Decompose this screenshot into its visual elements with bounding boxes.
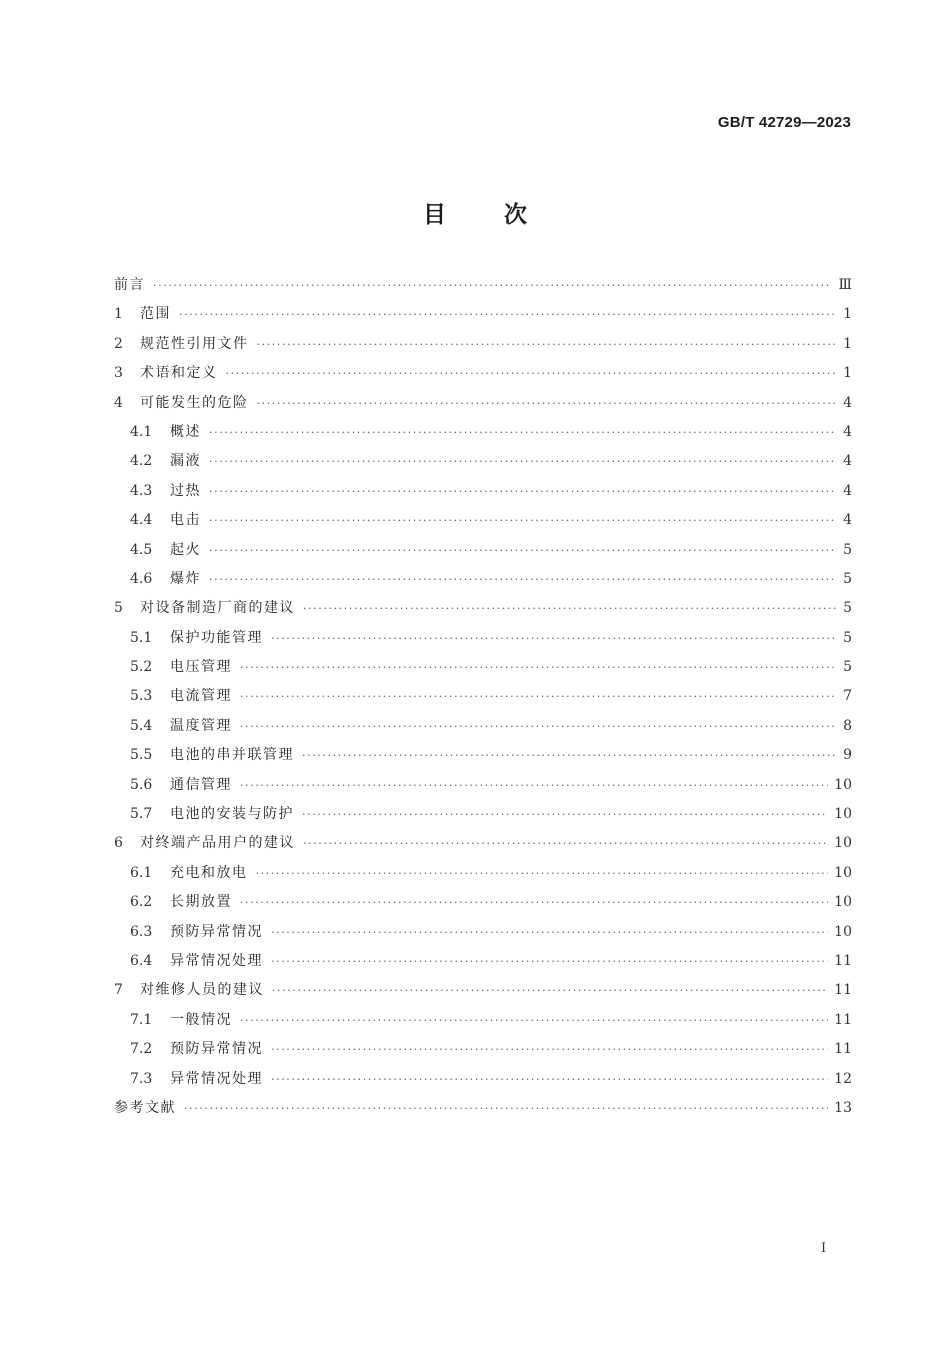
toc-dot-leader bbox=[257, 389, 837, 418]
toc-entry-page: 11 bbox=[834, 982, 852, 999]
toc-entry-label: 异常情况处理 bbox=[170, 952, 263, 969]
toc-entry-number: 6.2 bbox=[130, 894, 153, 911]
toc-dot-leader bbox=[209, 418, 836, 447]
toc-entry-label: 预防异常情况 bbox=[170, 923, 263, 940]
toc-entry[interactable] bbox=[114, 653, 852, 682]
toc-dot-leader bbox=[240, 888, 828, 917]
toc-entry-label: 参考文献 bbox=[114, 1099, 176, 1116]
toc-entry[interactable] bbox=[114, 976, 852, 1005]
toc-entry-number: 7.3 bbox=[130, 1070, 153, 1087]
toc-entry-page: 4 bbox=[843, 394, 852, 411]
toc-dot-leader bbox=[184, 1094, 828, 1123]
toc-entry-page: 5 bbox=[843, 600, 852, 617]
toc-dot-leader bbox=[240, 682, 836, 711]
toc-entry[interactable] bbox=[114, 712, 852, 741]
toc-entry-label: 电池的安装与防护 bbox=[170, 806, 294, 823]
toc-entry[interactable] bbox=[114, 918, 852, 947]
toc-dot-leader bbox=[240, 1006, 828, 1035]
toc-dot-leader bbox=[209, 506, 836, 535]
toc-entry-page: 11 bbox=[834, 1041, 852, 1058]
toc-entry[interactable] bbox=[114, 682, 852, 711]
toc-entry-label: 温度管理 bbox=[170, 717, 232, 734]
toc-entry-number: 5.7 bbox=[130, 806, 153, 823]
toc-entry-number: 5.4 bbox=[130, 717, 153, 734]
toc-entry[interactable] bbox=[114, 506, 852, 535]
toc-entry-label: 电池的串并联管理 bbox=[170, 747, 294, 764]
toc-entry[interactable] bbox=[114, 859, 852, 888]
toc-entry-page: 4 bbox=[843, 482, 852, 499]
toc-entry-page: 10 bbox=[834, 776, 852, 793]
toc-entry-label: 过热 bbox=[170, 482, 201, 499]
toc-entry-label: 充电和放电 bbox=[170, 864, 248, 881]
toc-entry-label: 长期放置 bbox=[170, 894, 232, 911]
toc-entry-page: 10 bbox=[834, 806, 852, 823]
toc-entry-page: 4 bbox=[843, 423, 852, 440]
toc-entry[interactable] bbox=[114, 594, 852, 623]
toc-entry-page: 11 bbox=[834, 952, 852, 969]
toc-entry[interactable] bbox=[114, 565, 852, 594]
toc-dot-leader bbox=[303, 829, 828, 858]
toc-entry[interactable] bbox=[114, 447, 852, 476]
toc-entry-page: 5 bbox=[843, 659, 852, 676]
toc-dot-leader bbox=[271, 1065, 828, 1094]
toc-entry-number: 5.6 bbox=[130, 776, 153, 793]
toc-entry-number: 6.3 bbox=[130, 923, 153, 940]
toc-entry-label: 通信管理 bbox=[170, 776, 232, 793]
toc-entry-page: 4 bbox=[843, 453, 852, 470]
toc-entry-label: 可能发生的危险 bbox=[140, 394, 249, 411]
toc-entry-page: 12 bbox=[834, 1070, 852, 1087]
toc-entry[interactable] bbox=[114, 477, 852, 506]
toc-dot-leader bbox=[179, 300, 836, 329]
toc-entry[interactable] bbox=[114, 741, 852, 770]
toc-entry-number: 1 bbox=[114, 306, 123, 323]
page-number: Ⅰ bbox=[821, 1241, 827, 1256]
toc-dot-leader bbox=[302, 800, 828, 829]
toc-entry[interactable] bbox=[114, 1035, 852, 1064]
toc-entry[interactable] bbox=[114, 359, 852, 388]
toc-dot-leader bbox=[209, 536, 836, 565]
toc-entry-number: 7 bbox=[114, 982, 123, 999]
toc-entry-number: 7.1 bbox=[130, 1011, 153, 1028]
toc-entry-number: 6.1 bbox=[130, 864, 153, 881]
toc-entry-number: 4.6 bbox=[130, 570, 153, 587]
toc-entry-label: 起火 bbox=[170, 541, 201, 558]
toc-entry-label: 电击 bbox=[170, 512, 201, 529]
toc-entry-page: 7 bbox=[843, 688, 852, 705]
toc-entry[interactable] bbox=[114, 1094, 852, 1123]
toc-dot-leader bbox=[209, 565, 836, 594]
toc-entry-page: 4 bbox=[843, 512, 852, 529]
toc-dot-leader bbox=[271, 947, 828, 976]
toc-dot-leader bbox=[302, 741, 836, 770]
toc-entry[interactable] bbox=[114, 1065, 852, 1094]
toc-dot-leader bbox=[303, 594, 836, 623]
toc-entry-label: 电压管理 bbox=[170, 659, 232, 676]
toc-entry-number: 4.3 bbox=[130, 482, 153, 499]
toc-entry-label: 概述 bbox=[170, 423, 201, 440]
toc-entry-page: 10 bbox=[834, 894, 852, 911]
toc-entry-page: 9 bbox=[843, 747, 852, 764]
toc-dot-leader bbox=[257, 330, 837, 359]
toc-entry[interactable] bbox=[114, 389, 852, 418]
toc-entry[interactable] bbox=[114, 624, 852, 653]
toc-dot-leader bbox=[271, 624, 836, 653]
toc-entry-page: 10 bbox=[834, 864, 852, 881]
standard-code: GB/T 42729—2023 bbox=[717, 114, 851, 131]
toc-dot-leader bbox=[256, 859, 829, 888]
toc-entry-label: 规范性引用文件 bbox=[140, 335, 249, 352]
toc-dot-leader bbox=[153, 271, 832, 300]
toc-entry-page: 5 bbox=[843, 541, 852, 558]
toc-entry-label: 一般情况 bbox=[170, 1011, 232, 1028]
toc-dot-leader bbox=[226, 359, 837, 388]
toc-entry[interactable] bbox=[114, 771, 852, 800]
toc-entry-number: 5 bbox=[114, 600, 123, 617]
toc-entry-page: 10 bbox=[834, 835, 852, 852]
toc-entry-label: 前言 bbox=[114, 277, 145, 293]
toc-entry-number: 2 bbox=[114, 335, 123, 352]
toc-entry-number: 5.2 bbox=[130, 659, 153, 676]
toc-entry-label: 对设备制造厂商的建议 bbox=[140, 600, 295, 617]
toc-entry[interactable] bbox=[114, 271, 852, 300]
toc-dot-leader bbox=[271, 1035, 828, 1064]
toc-dot-leader bbox=[240, 712, 836, 741]
toc-entry[interactable] bbox=[114, 300, 852, 329]
toc-entry-number: 4 bbox=[114, 394, 123, 411]
toc-entry-number: 6.4 bbox=[130, 952, 153, 969]
toc-entry-page: 1 bbox=[843, 306, 852, 323]
toc-entry-number: 5.5 bbox=[130, 747, 153, 764]
table-of-contents bbox=[114, 271, 852, 1123]
toc-entry-label: 漏液 bbox=[170, 453, 201, 470]
toc-entry-number: 7.2 bbox=[130, 1041, 153, 1058]
toc-entry[interactable] bbox=[114, 1006, 852, 1035]
toc-entry[interactable] bbox=[114, 888, 852, 917]
toc-entry-page: 8 bbox=[843, 717, 852, 734]
toc-entry-label: 对终端产品用户的建议 bbox=[140, 835, 295, 852]
toc-entry[interactable] bbox=[114, 947, 852, 976]
toc-entry[interactable] bbox=[114, 330, 852, 359]
toc-entry-page: 5 bbox=[843, 570, 852, 587]
toc-entry-label: 对维修人员的建议 bbox=[140, 982, 264, 999]
toc-entry-label: 预防异常情况 bbox=[170, 1041, 263, 1058]
toc-entry-number: 5.1 bbox=[130, 629, 153, 646]
toc-entry-label: 爆炸 bbox=[170, 570, 201, 587]
toc-entry-page: 10 bbox=[834, 923, 852, 940]
toc-dot-leader bbox=[209, 477, 836, 506]
toc-entry-label: 保护功能管理 bbox=[170, 629, 263, 646]
toc-entry[interactable] bbox=[114, 800, 852, 829]
toc-entry-label: 范围 bbox=[140, 306, 171, 323]
toc-entry[interactable] bbox=[114, 829, 852, 858]
toc-entry-page: 13 bbox=[834, 1099, 852, 1116]
toc-entry-number: 6 bbox=[114, 835, 123, 852]
toc-entry-page: 5 bbox=[843, 629, 852, 646]
toc-entry-page: 1 bbox=[843, 365, 852, 382]
toc-entry-page: 11 bbox=[834, 1011, 852, 1028]
toc-entry-page: Ⅲ bbox=[838, 277, 852, 293]
toc-entry[interactable] bbox=[114, 418, 852, 447]
toc-entry-number: 4.2 bbox=[130, 453, 153, 470]
toc-entry-label: 异常情况处理 bbox=[170, 1070, 263, 1087]
toc-entry[interactable] bbox=[114, 536, 852, 565]
toc-dot-leader bbox=[271, 918, 828, 947]
toc-entry-number: 4.5 bbox=[130, 541, 153, 558]
toc-entry-page: 1 bbox=[843, 335, 852, 352]
toc-entry-number: 4.1 bbox=[130, 423, 153, 440]
toc-entry-number: 3 bbox=[114, 365, 123, 382]
toc-entry-number: 5.3 bbox=[130, 688, 153, 705]
toc-dot-leader bbox=[240, 653, 836, 682]
toc-dot-leader bbox=[209, 447, 836, 476]
toc-dot-leader bbox=[240, 771, 828, 800]
toc-entry-number: 4.4 bbox=[130, 512, 153, 529]
toc-dot-leader bbox=[272, 976, 828, 1005]
toc-entry-label: 术语和定义 bbox=[140, 365, 218, 382]
page-title: 目次 bbox=[423, 202, 585, 228]
toc-entry-label: 电流管理 bbox=[170, 688, 232, 705]
